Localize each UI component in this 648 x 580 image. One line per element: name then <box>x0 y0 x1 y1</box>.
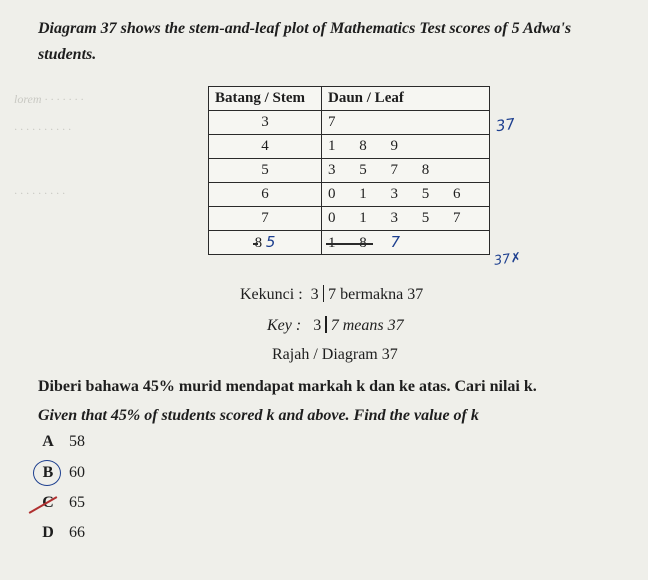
option-letter: C <box>31 494 65 512</box>
key-divider <box>325 316 327 333</box>
option-letter: A <box>42 433 54 450</box>
option-value: 58 <box>69 433 85 450</box>
key-english-stem: 3 <box>313 317 322 334</box>
struck-leaf: 1 8 <box>328 235 377 251</box>
table-row <box>209 135 490 159</box>
table-row <box>209 183 490 207</box>
key-english <box>267 316 404 335</box>
leaf-cell: 3 5 7 8 <box>322 159 490 183</box>
option-value: 60 <box>69 464 85 481</box>
struck-stem: 8 <box>254 235 263 251</box>
stem-cell: 3 <box>209 111 322 135</box>
option-b[interactable] <box>31 464 85 490</box>
stem-cell: 7 <box>209 207 322 231</box>
table-header-row <box>209 87 490 111</box>
key-malay-label: Kekunci : <box>240 286 303 303</box>
option-c[interactable] <box>31 494 85 520</box>
option-d[interactable] <box>31 524 85 550</box>
option-a[interactable] <box>31 433 85 459</box>
table-row <box>209 207 490 231</box>
option-letter: D <box>42 524 54 541</box>
leaf-cell: 7 <box>322 111 490 135</box>
table-row <box>209 231 490 255</box>
key-malay-stem: 3 <box>310 286 319 303</box>
show-through-text: · · · · · · · · · <box>14 186 65 200</box>
key-malay-rest: 7 bermakna 37 <box>328 286 424 303</box>
question-english: Given that 45% of students scored k and above. Find the value of k <box>38 407 479 424</box>
leaf-cell: 0 1 3 5 6 <box>322 183 490 207</box>
leaf-cell <box>322 231 490 255</box>
key-english-rest: 7 means 37 <box>330 317 404 334</box>
intro-text: Diagram 37 shows the stem-and-leaf plot of Mathematics Test scores of 5 Adwa's students. <box>38 20 572 63</box>
option-letter: B <box>31 464 65 482</box>
stem-header: Batang / Stem <box>209 87 322 111</box>
leaf-cell: 1 8 9 <box>322 135 490 159</box>
option-value: 65 <box>69 494 85 511</box>
leaf-header: Daun / Leaf <box>322 87 490 111</box>
stem-cell <box>209 231 322 255</box>
stem-cell: 6 <box>209 183 322 207</box>
question-malay: Diberi bahawa 45% murid mendapat markah k dan ke atas. Cari nilai k. <box>38 378 537 395</box>
stem-cell: 4 <box>209 135 322 159</box>
key-malay <box>240 285 423 304</box>
stem-leaf-table <box>208 86 490 255</box>
stem-cell: 5 <box>209 159 322 183</box>
option-value: 66 <box>69 524 85 541</box>
key-english-label: Key : <box>267 317 302 334</box>
show-through-text: lorem · · · · · · · <box>14 92 84 106</box>
key-divider <box>323 285 325 302</box>
handwritten-leaf-correction: 7 <box>390 233 411 251</box>
handwritten-note-top: 37 <box>494 114 517 136</box>
diagram-caption: Rajah / Diagram 37 <box>272 346 398 363</box>
handwritten-note-bottom: 37✗ <box>493 250 523 269</box>
handwritten-stem-correction: 5 <box>265 233 276 251</box>
show-through-text: · · · · · · · · · · <box>14 122 71 136</box>
table-row <box>209 111 490 135</box>
leaf-cell: 0 1 3 5 7 <box>322 207 490 231</box>
table-row <box>209 159 490 183</box>
